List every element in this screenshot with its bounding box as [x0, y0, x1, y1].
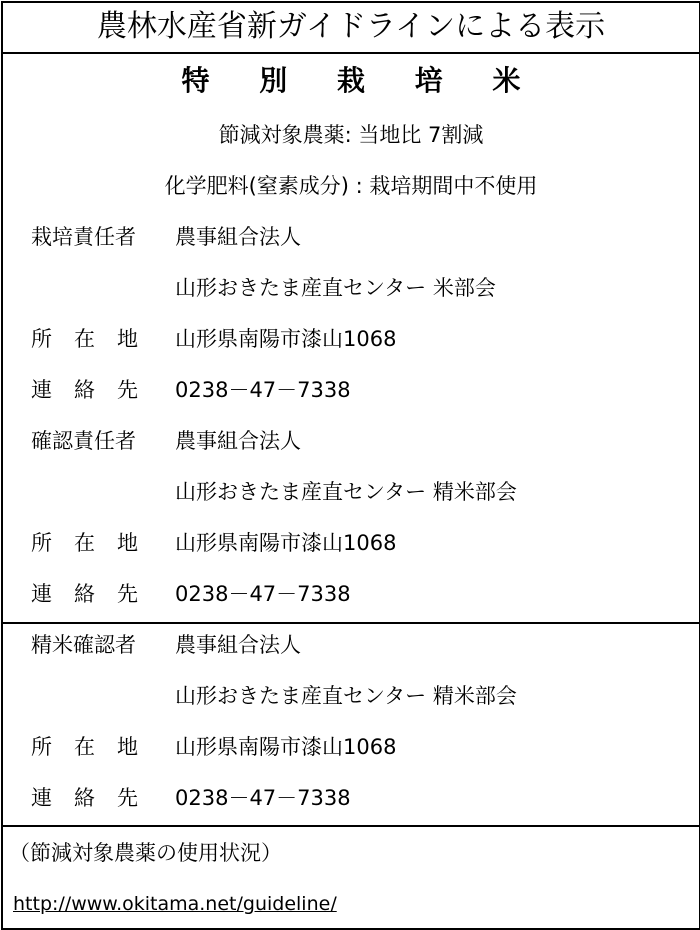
cultivation-address-label: 所在地 [31, 327, 160, 351]
polishing-section [3, 622, 699, 825]
pesticide-line: 節減対象農薬: 当地比 7割減 [218, 123, 484, 147]
confirmation-phone-label: 連絡先 [31, 582, 160, 606]
confirmation-phone: 0238－47－7338 [175, 582, 351, 606]
cultivation-phone-label: 連絡先 [31, 378, 160, 402]
polishing-org: 農事組合法人 [175, 633, 301, 657]
confirmation-org: 農事組合法人 [175, 429, 301, 453]
polishing-phone-label: 連絡先 [31, 786, 160, 810]
polishing-address: 山形県南陽市漆山1068 [175, 735, 397, 759]
cultivation-manager-label: 栽培責任者 [31, 225, 136, 249]
confirmation-address-label: 所在地 [31, 531, 160, 555]
product-name: 特 別 栽 培 米 [181, 64, 541, 97]
cultivation-phone: 0238－47－7338 [175, 378, 351, 402]
polishing-name: 山形おきたま産直センター 精米部会 [175, 684, 517, 708]
guideline-link[interactable]: http://www.okitama.net/guideline/ [13, 893, 337, 915]
cultivation-address: 山形県南陽市漆山1068 [175, 327, 397, 351]
polishing-phone: 0238－47－7338 [175, 786, 351, 810]
page-title: 農林水産省新ガイドラインによる表示 [96, 9, 606, 44]
title-section [3, 3, 699, 52]
label-box [1, 1, 700, 930]
polishing-confirmer-label: 精米確認者 [31, 633, 136, 657]
confirmation-address: 山形県南陽市漆山1068 [175, 531, 397, 555]
pesticide-usage-note: （節減対象農薬の使用状況） [9, 841, 282, 865]
cultivation-name: 山形おきたま産直センター 米部会 [175, 276, 496, 300]
footer-section [3, 825, 699, 926]
confirmation-name: 山形おきたま産直センター 精米部会 [175, 480, 517, 504]
fertilizer-line: 化学肥料(窒素成分) : 栽培期間中不使用 [164, 174, 538, 198]
cultivation-org: 農事組合法人 [175, 225, 301, 249]
confirmation-manager-label: 確認責任者 [31, 429, 136, 453]
main-section [3, 52, 699, 622]
polishing-address-label: 所在地 [31, 735, 160, 759]
